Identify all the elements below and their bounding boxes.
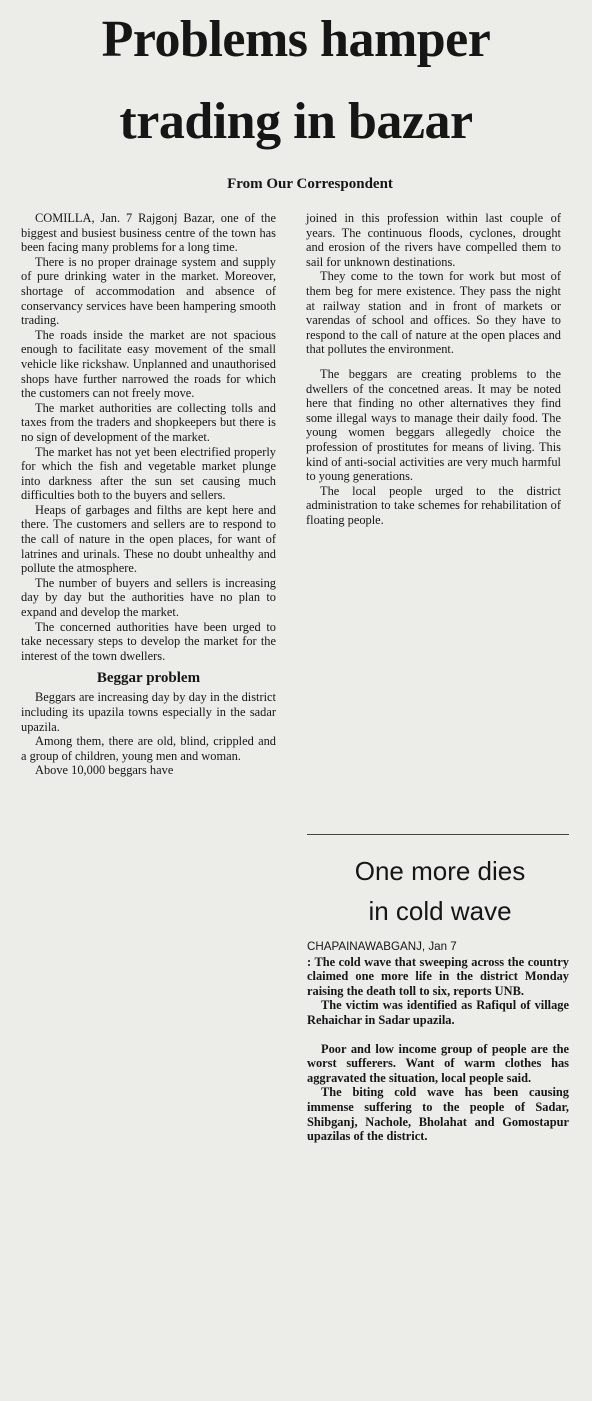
paragraph: The market authorities are collecting tolls and taxes from the traders and shopkeepers but there is no sign of development of the market.	[21, 400, 276, 444]
byline: From Our Correspondent	[227, 176, 393, 192]
paragraph: The victim was identified as Rafiqul of village Rehaichar in Sadar upazila.	[307, 998, 569, 1027]
paragraph: The market has not yet been electrified properly for which the fish and vegetable market plunge into darkness after the sun set causing much difficulties both to the buyers and sellers.	[21, 444, 276, 503]
paragraph: The number of buyers and sellers is increasing day by day but the authorities have no plan to expand and develop the market.	[21, 575, 276, 620]
paragraph: Heaps of garbages and filths are kept here and there. The customers and sellers are to respond to the call of nature in the open places, for want of latrines and urinals. These no doubt unhealthy and pollute the atmosphere.	[21, 502, 276, 576]
paragraph: joined in this profession within last couple of years. The continuous floods, cyclones, drought and erosion of the rivers have compelled them to sail for unknown destinations.	[306, 211, 561, 269]
paragraph: Among them, there are old, blind, crippled and a group of children, young men and woman.	[21, 734, 276, 763]
paragraph: : The cold wave that sweeping across the country claimed one more life in the district Monday raising the death toll to six, reports UNB.	[307, 954, 569, 998]
paragraph: Beggars are increasing day by day in the district including its upazila towns especially in the sadar upazila.	[21, 690, 276, 734]
paragraph: COMILLA, Jan. 7 Rajgonj Bazar, one of the biggest and busiest business centre of the town has been facing many problems for a long time.	[21, 211, 276, 255]
headline-line-1: Problems hamper	[101, 11, 491, 68]
paragraph: They come to the town for work but most of them beg for mere existence. They pass the night at railway station and in front of markets or varendas of school and offices. So they have to respond to the call of nature at the open places and that pollutes the environment.	[306, 269, 561, 357]
story2-headline-line-1: One more dies	[354, 856, 526, 886]
headline-line-2: trading in bazar	[119, 93, 473, 150]
subheading-beggar-problem: Beggar problem	[96, 670, 201, 687]
paragraph: The biting cold wave has been causing immense suffering to the people of Sadar, Shibganj, Nachole, Bholahat and Gomostapur upazilas of the district.	[307, 1085, 569, 1144]
paragraph: There is no proper drainage system and supply of pure drinking water in the market. Moreover, shortage of accommodation and absence of conservancy services have been hampering smooth trading.	[21, 254, 276, 328]
paragraph: Above 10,000 beggars have	[35, 763, 174, 778]
story-right-column	[306, 211, 561, 527]
paragraph: The beggars are creating problems to the dwellers of the concetned areas. It may be noted here that finding no other alternatives they find some illegal ways to manage their daily food. The young women beggars allegedly choice the profession of prostitutes for means of living. This kind of anti-social activities are very much harmful to young generations.	[306, 366, 561, 484]
paragraph: Poor and low income group of people are the worst sufferers. Want of warm clothes has aggravated the situation, local people said.	[307, 1041, 569, 1085]
story-left-column	[21, 211, 276, 778]
paragraph: The roads inside the market are not spacious enough to facilitate easy movement of the small vehicle like rickshaw. Unplanned and unauthorised shops have further narrowed the roads for which the customers can not freely move.	[21, 327, 276, 401]
story-divider	[307, 834, 569, 835]
paragraph: The local people urged to the district administration to take schemes for rehabilitation of floating people.	[306, 483, 561, 527]
dateline: CHAPAINAWABGANJ, Jan 7	[307, 940, 457, 953]
story2-headline-line-2: in cold wave	[368, 896, 512, 926]
paragraph: The concerned authorities have been urged to take necessary steps to develop the market for the interest of the town dwellers.	[21, 619, 276, 663]
story2-column	[307, 940, 569, 1144]
